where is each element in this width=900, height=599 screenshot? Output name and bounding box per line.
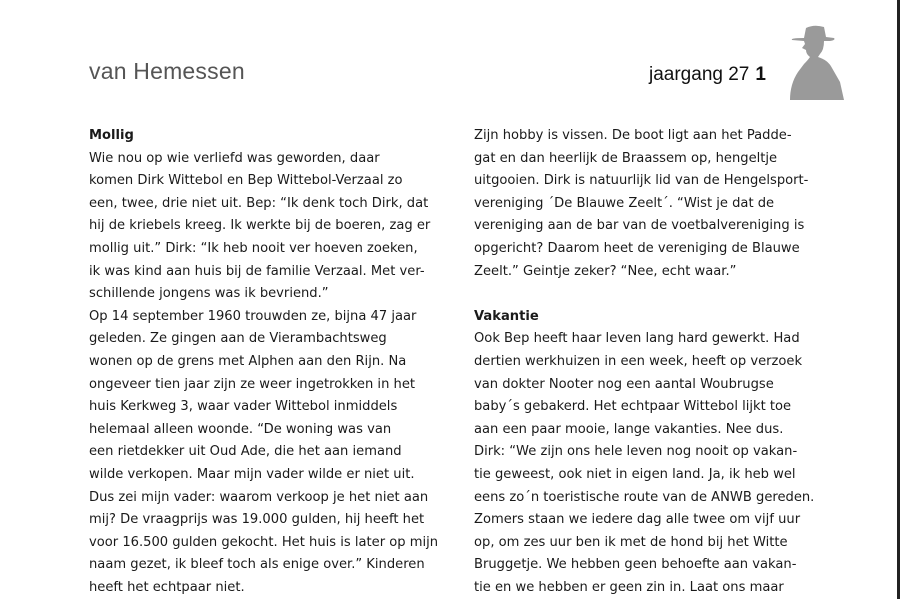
text-line: ik was kind aan huis bij de familie Verzaal. Met ver-	[89, 263, 425, 279]
text-line: op, om zes uur ben ik met de hond bij het Witte	[474, 534, 788, 550]
text-line: Dus zei mijn vader: waarom verkoop je het niet aan	[89, 489, 429, 505]
text-line: van dokter Nooter nog een aantal Woubrugse	[474, 376, 774, 392]
text-line: helemaal alleen woonde. “De woning was van	[89, 421, 392, 437]
text-line: vereniging ´De Blauwe Zeelt´. “Wist je dat de	[474, 195, 775, 211]
text-line: Zomers staan we iedere dag alle twee om vijf uur	[474, 512, 801, 528]
text-line: opgericht? Daarom heet de vereniging de Blauwe	[474, 240, 800, 256]
text-line: uitgooien. Dirk is natuurlijk lid van de Hengelsport-	[474, 173, 809, 189]
text-line: een, twee, drie niet uit. Bep: “Ik denk toch Dirk, dat	[89, 195, 429, 211]
text-line: tie geweest, ook niet in eigen land. Ja, ik heb wel	[474, 466, 796, 482]
volume-text: jaargang 27	[649, 64, 750, 85]
text-line: Dirk: “We zijn ons hele leven nog nooit op vakan-	[474, 444, 798, 460]
text-line: komen Dirk Wittebol en Bep Wittebol-Verzaal zo	[89, 173, 403, 189]
text-line: dertien werkhuizen in een week, heeft op verzoek	[474, 353, 803, 369]
text-line: tie en we hebben er geen zin in. Laat ons maar	[474, 579, 784, 595]
text-line: ongeveer tien jaar zijn ze weer ingetrokken in het	[89, 376, 416, 392]
text-line: Zijn hobby is vissen. De boot ligt aan het Padde-	[474, 128, 792, 143]
text-line: Op 14 september 1960 trouwden ze, bijna 47 jaar	[89, 308, 417, 324]
page-title: van Hemessen	[89, 58, 245, 84]
text-line: heeft het echtpaar niet.	[89, 579, 245, 595]
text-line: voor 16.500 gulden gekocht. Het huis is later op mijn	[89, 534, 439, 550]
text-line: hij de kriebels kreeg. Ik werkte bij de boeren, zag er	[89, 218, 431, 234]
text-line: vereniging aan de bar van de voetbalvereniging is	[474, 218, 805, 234]
volume-label	[649, 64, 766, 86]
text-line: wonen op de grens met Alphen aan den Rijn. Na	[89, 353, 407, 369]
text-line: mollig uit.” Dirk: “Ik heb nooit ver hoeven zoeken,	[89, 240, 418, 256]
section-heading-mollig: Mollig	[89, 128, 134, 143]
section-heading-vakantie: Vakantie	[474, 308, 539, 324]
text-line: aan een paar mooie, lange vakanties. Nee dus.	[474, 421, 784, 437]
text-line: huis Kerkweg 3, waar vader Wittebol inmiddels	[89, 399, 398, 415]
text-line: baby´s gebakerd. Het echtpaar Wittebol lijkt toe	[474, 399, 792, 415]
text-line: Wie nou op wie verliefd was geworden, daar	[89, 150, 380, 166]
left-column	[89, 125, 439, 599]
text-line: wilde verkopen. Maar mijn vader wilde er niet uit.	[89, 466, 415, 482]
paragraph-gap	[474, 283, 824, 306]
text-line: eens zo´n toeristische route van de ANWB gereden.	[474, 489, 815, 505]
text-line: een rietdekker uit Oud Ade, die het aan iemand	[89, 444, 402, 460]
text-line: mij? De vraagprijs was 19.000 gulden, hij heeft het	[89, 512, 425, 528]
page-number: 1	[755, 64, 766, 85]
man-with-hat-silhouette-icon	[784, 24, 844, 100]
text-line: geleden. Ze gingen aan de Vierambachtsweg	[89, 331, 387, 347]
text-line: schillende jongens was ik bevriend.”	[89, 286, 329, 302]
text-line: Zeelt.” Geintje zeker? “Nee, echt waar.”	[474, 263, 737, 279]
right-column	[474, 125, 824, 599]
text-line: naam gezet, ik bleef toch als enige over.” Kinderen	[89, 557, 425, 573]
text-line: gat en dan heerlijk de Braassem op, hengeltje	[474, 150, 778, 166]
text-line: Bruggetje. We hebben geen behoefte aan vakan-	[474, 557, 797, 573]
text-line: Ook Bep heeft haar leven lang hard gewerkt. Had	[474, 331, 800, 347]
